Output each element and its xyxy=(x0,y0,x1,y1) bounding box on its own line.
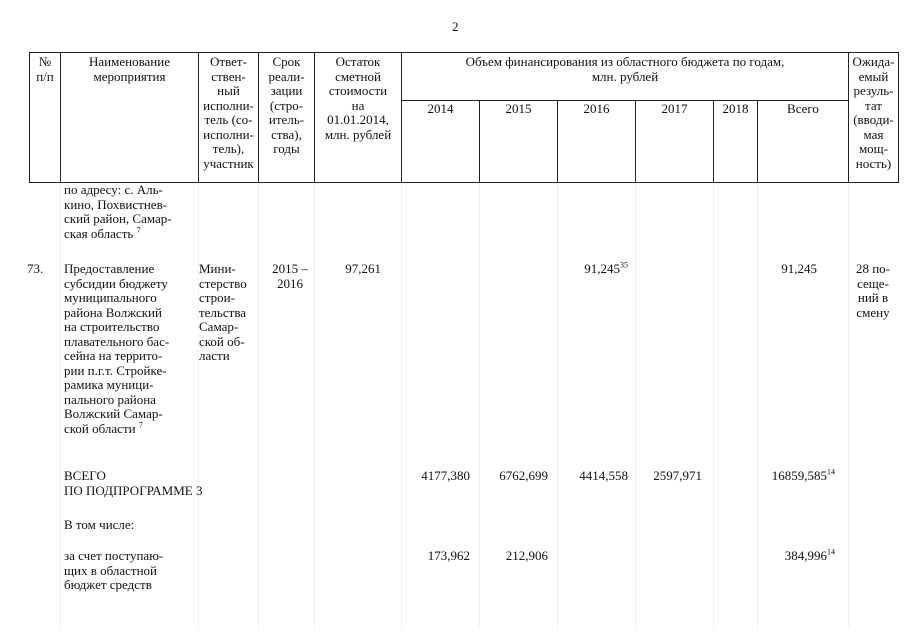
row73-2016: 91,245$^{35}$ xyxy=(584,260,628,276)
header-num: № п/п xyxy=(30,53,61,183)
header-year-2017: 2017 xyxy=(636,101,714,183)
header-year-2018: 2018 xyxy=(714,101,758,183)
row73-term: 2015 – 2016 xyxy=(272,261,308,291)
incoming-label: за счет поступаю- щих в областной бюджет средств xyxy=(64,548,164,592)
row73-total: 91,245 xyxy=(781,261,817,276)
header-year-2015: 2015 xyxy=(480,101,558,183)
total-2016: 4414,558 xyxy=(579,468,628,483)
column-guide xyxy=(713,183,714,628)
row73-result: 28 по- сеще- ний в смену xyxy=(855,261,891,320)
total-2015: 6762,699 xyxy=(499,468,548,483)
row73-rest: 97,261 xyxy=(345,261,381,276)
column-guide xyxy=(635,183,636,628)
header-year-total: Всего xyxy=(758,101,849,183)
continuation-name: по адресу: с. Аль- кино, Похвистнев- ский район, Самар- ская область $^7$ xyxy=(64,182,172,241)
header-rest: Остаток сметной стоимости на 01.01.2014, млн. рублей xyxy=(315,53,402,183)
incoming-2014: 173,962 xyxy=(427,548,470,563)
total-2017: 2597,971 xyxy=(653,468,702,483)
column-guide xyxy=(198,183,199,628)
column-guide xyxy=(60,183,61,628)
row73-name: Предоставление субсидии бюджету муниципального района Волжский на строительство плавательного бас- сейна на террито- рии п.г.т. Стройке- рамика муници- пального района Волжский Самар- ской области $^7$ xyxy=(64,261,170,436)
column-guide xyxy=(314,183,315,628)
column-guide xyxy=(848,183,849,628)
header-result: Ожида- емый резуль- тат (вводи- мая мощ- ность) xyxy=(849,53,899,183)
page-number: 2 xyxy=(452,19,459,34)
including-label: В том числе: xyxy=(64,517,135,532)
total-label: ВСЕГО ПО ПОДПРОГРАММЕ 3 xyxy=(64,468,203,498)
row73-executor: Мини- стерство строи- тельства Самар- ской об- ласти xyxy=(199,261,247,363)
row73-num: 73. xyxy=(27,261,44,276)
header-year-2014: 2014 xyxy=(402,101,480,183)
table-header xyxy=(29,52,899,183)
header-year-2016: 2016 xyxy=(558,101,636,183)
header-executor: Ответ- ствен- ный исполни- тель (со- исполни- тель), участник xyxy=(199,53,259,183)
total-2014: 4177,380 xyxy=(421,468,470,483)
header-name: Наименование мероприятия xyxy=(61,53,199,183)
total-all: 16859,585$^{14}$ xyxy=(771,467,835,483)
incoming-2015: 212,906 xyxy=(505,548,548,563)
column-guide xyxy=(557,183,558,628)
header-term: Срок реали- зации (стро- итель- ства), годы xyxy=(259,53,315,183)
column-guide xyxy=(258,183,259,628)
header-funding: Объем финансирования из областного бюджета по годам, млн. рублей xyxy=(402,53,849,101)
incoming-total: 384,996$^{14}$ xyxy=(784,547,835,563)
